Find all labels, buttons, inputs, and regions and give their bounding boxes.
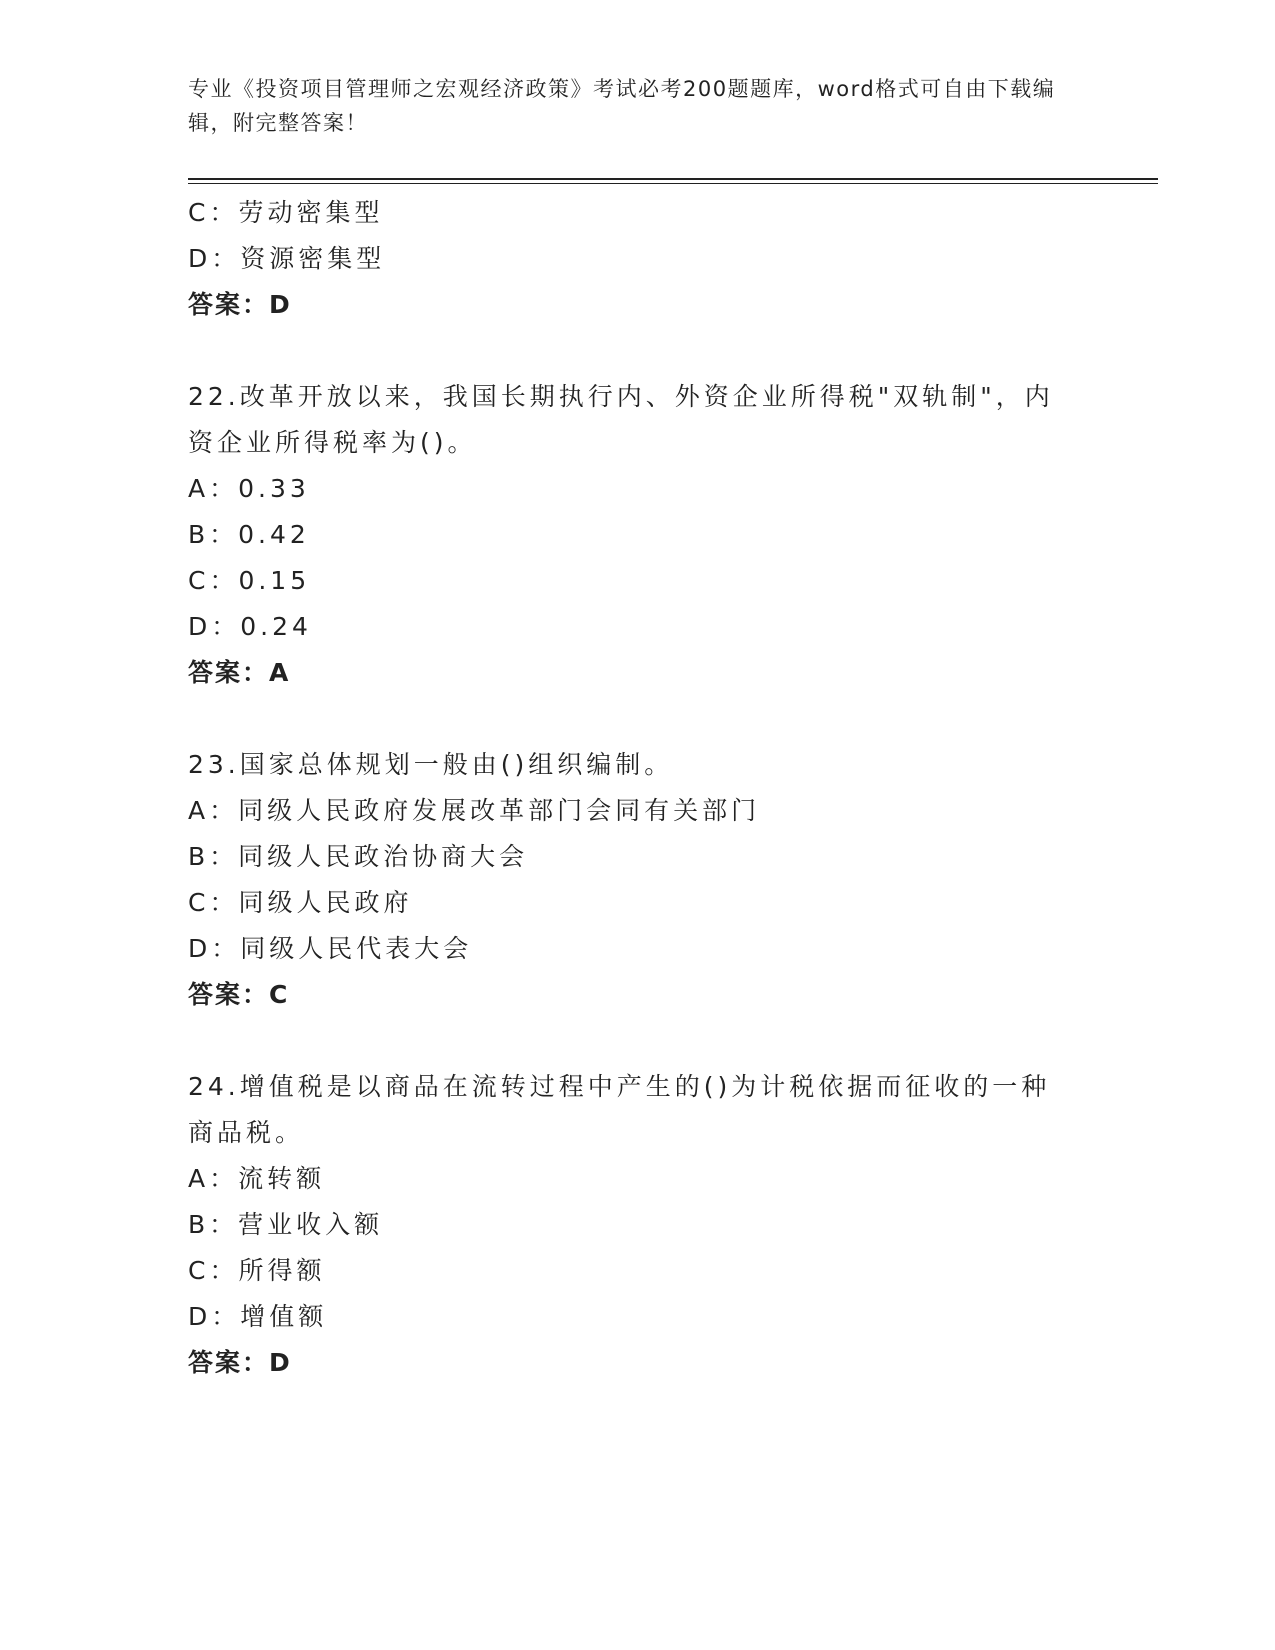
option-d: D：资源密集型 bbox=[188, 244, 386, 273]
document-page bbox=[188, 0, 1158, 1650]
answer-line: 答案：D bbox=[188, 1348, 292, 1377]
option-c: C：0.15 bbox=[188, 566, 311, 595]
option-b: B：0.42 bbox=[188, 520, 310, 549]
question-stem: 24.增值税是以商品在流转过程中产生的()为计税依据而征收的一种商品税。 bbox=[188, 1072, 1051, 1147]
option-b: B：营业收入额 bbox=[188, 1210, 384, 1239]
option-a: A：同级人民政府发展改革部门会同有关部门 bbox=[188, 796, 761, 825]
option-d: D：0.24 bbox=[188, 612, 312, 641]
question-22 bbox=[188, 374, 1088, 696]
question-stem: 23.国家总体规划一般由()组织编制。 bbox=[188, 750, 674, 779]
question-24 bbox=[188, 1064, 1088, 1386]
option-a: A：流转额 bbox=[188, 1164, 326, 1193]
option-d: D：增值额 bbox=[188, 1302, 328, 1331]
option-c: C：同级人民政府 bbox=[188, 888, 413, 917]
question-list bbox=[188, 190, 1088, 1386]
option-d: D：同级人民代表大会 bbox=[188, 934, 473, 963]
header-divider-thick bbox=[188, 178, 1158, 180]
question-23 bbox=[188, 742, 1088, 1018]
option-b: B：同级人民政治协商大会 bbox=[188, 842, 529, 871]
document-header: 专业《投资项目管理师之宏观经济政策》考试必考200题题库，word格式可自由下载编辑，附完整答案！ bbox=[188, 77, 1056, 135]
header-divider-thin bbox=[188, 183, 1158, 184]
option-c: C：劳动密集型 bbox=[188, 198, 384, 227]
option-c: C：所得额 bbox=[188, 1256, 326, 1285]
answer-line: 答案：C bbox=[188, 980, 290, 1009]
question-stem: 22.改革开放以来，我国长期执行内、外资企业所得税"双轨制"，内资企业所得税率为()。 bbox=[188, 382, 1054, 457]
answer-line: 答案：A bbox=[188, 658, 291, 687]
question-21-continued bbox=[188, 190, 1088, 328]
answer-line: 答案：D bbox=[188, 290, 292, 319]
option-a: A：0.33 bbox=[188, 474, 310, 503]
